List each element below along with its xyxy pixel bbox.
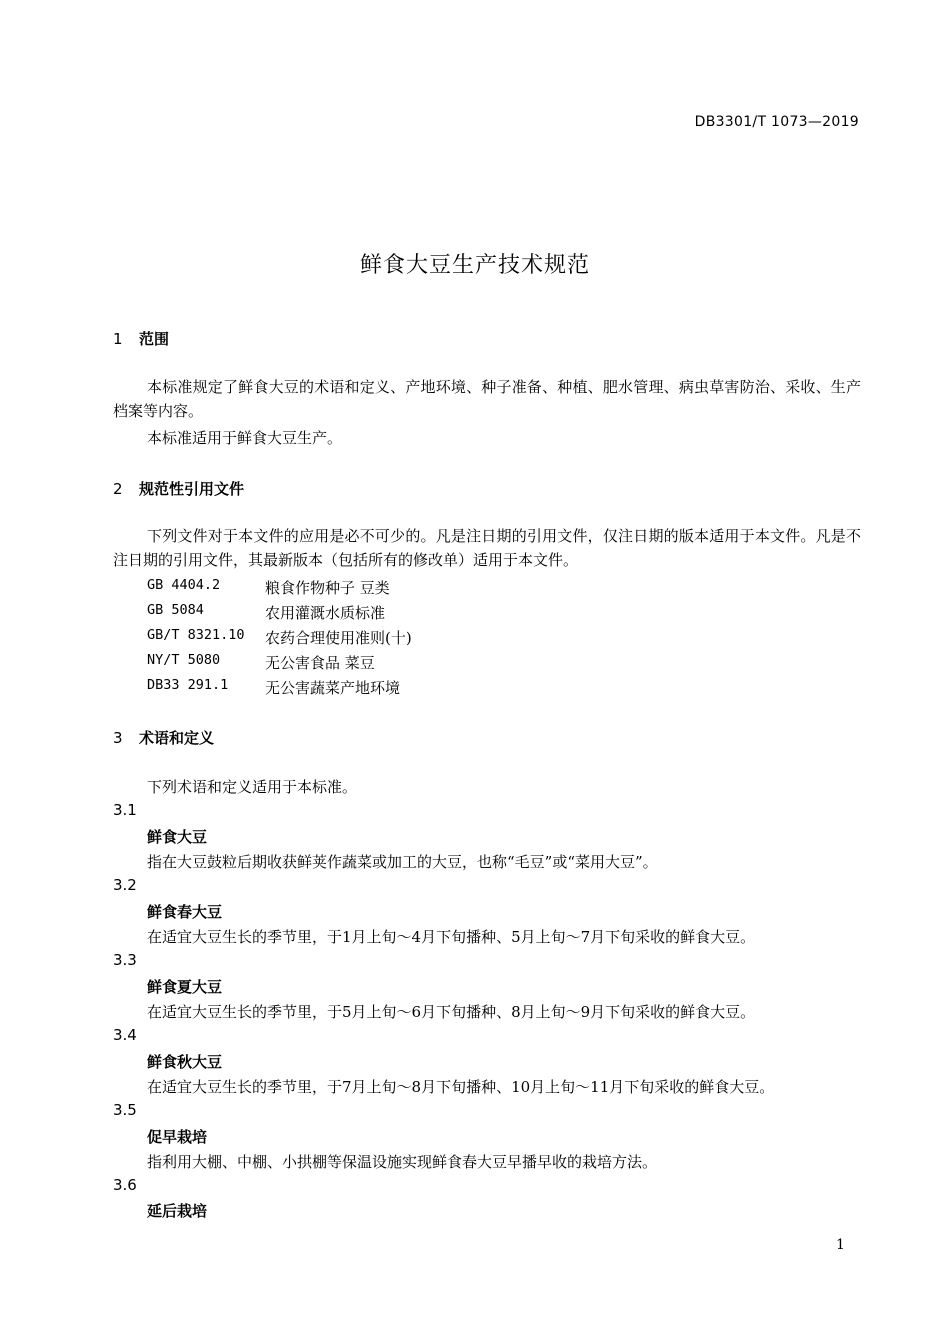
- reference-code: DB33 291.1: [147, 677, 229, 693]
- term-definition: 在适宜大豆生长的季节里，于7月上旬～8月下旬播种、10月上旬～11月下旬采收的鲜食大豆。: [147, 1078, 775, 1096]
- term-number: 3.2: [113, 876, 137, 894]
- reference-row: [147, 627, 412, 648]
- term-definition: 在适宜大豆生长的季节里，于5月上旬～6月下旬播种、8月上旬～9月下旬采收的鲜食大豆。: [147, 1003, 756, 1021]
- paragraph: 下列术语和定义适用于本标准。: [147, 778, 358, 796]
- term-definition: 指利用大棚、中棚、小拱棚等保温设施实现鲜食春大豆早播早收的栽培方法。: [147, 1153, 658, 1171]
- reference-name: 无公害食品 菜豆: [265, 654, 375, 672]
- section-heading-scope: [113, 328, 169, 349]
- term-number: 3.3: [113, 951, 137, 969]
- document-code: DB3301/T 1073—2019: [694, 114, 859, 130]
- reference-name: 无公害蔬菜产地环境: [265, 679, 401, 697]
- term-name: 鲜食春大豆: [147, 903, 223, 921]
- reference-code: GB/T 8321.10: [147, 627, 245, 643]
- page-number: 1: [836, 1237, 845, 1253]
- section-number: 1: [113, 330, 123, 348]
- term-number: 3.4: [113, 1026, 137, 1044]
- reference-row: [147, 602, 385, 623]
- section-number: 2: [113, 480, 123, 498]
- paragraph: 下列文件对于本文件的应用是必不可少的。凡是注日期的引用文件，仅注日期的版本适用于本文件。凡是不注日期的引用文件，其最新版本（包括所有的修改单）适用于本文件。: [113, 527, 861, 569]
- term-name: 促早栽培: [147, 1128, 208, 1146]
- reference-code: NY/T 5080: [147, 652, 221, 668]
- document-title: 鲜食大豆生产技术规范: [359, 253, 590, 278]
- reference-name: 粮食作物种子 豆类: [265, 579, 390, 597]
- section-heading-references: [113, 478, 244, 499]
- term-definition: 在适宜大豆生长的季节里，于1月上旬～4月下旬播种、5月上旬～7月下旬采收的鲜食大豆。: [147, 928, 756, 946]
- term-definition: 指在大豆鼓粒后期收获鲜荚作蔬菜或加工的大豆，也称“毛豆”或“菜用大豆”。: [147, 853, 658, 871]
- section-title: 规范性引用文件: [139, 480, 245, 498]
- term-number: 3.1: [113, 801, 137, 819]
- term-number: 3.6: [113, 1176, 137, 1194]
- reference-name: 农用灌溉水质标准: [265, 604, 386, 622]
- reference-row: [147, 677, 400, 698]
- term-name: 鲜食秋大豆: [147, 1053, 223, 1071]
- section-number: 3: [113, 729, 123, 747]
- reference-row: [147, 577, 390, 598]
- term-name: 鲜食大豆: [147, 828, 208, 846]
- section-title: 术语和定义: [139, 729, 215, 747]
- reference-code: GB 5084: [147, 602, 204, 618]
- term-name: 鲜食夏大豆: [147, 978, 223, 996]
- term-number: 3.5: [113, 1101, 137, 1119]
- term-name: 延后栽培: [147, 1202, 208, 1220]
- paragraph: 本标准适用于鲜食大豆生产。: [147, 429, 343, 447]
- reference-row: [147, 652, 375, 673]
- section-heading-terms: [113, 727, 214, 748]
- reference-code: GB 4404.2: [147, 577, 221, 593]
- reference-name: 农药合理使用准则(十): [265, 629, 412, 647]
- section-title: 范围: [139, 330, 170, 348]
- paragraph: 本标准规定了鲜食大豆的术语和定义、产地环境、种子准备、种植、肥水管理、病虫草害防治、采收、生产档案等内容。: [113, 378, 861, 420]
